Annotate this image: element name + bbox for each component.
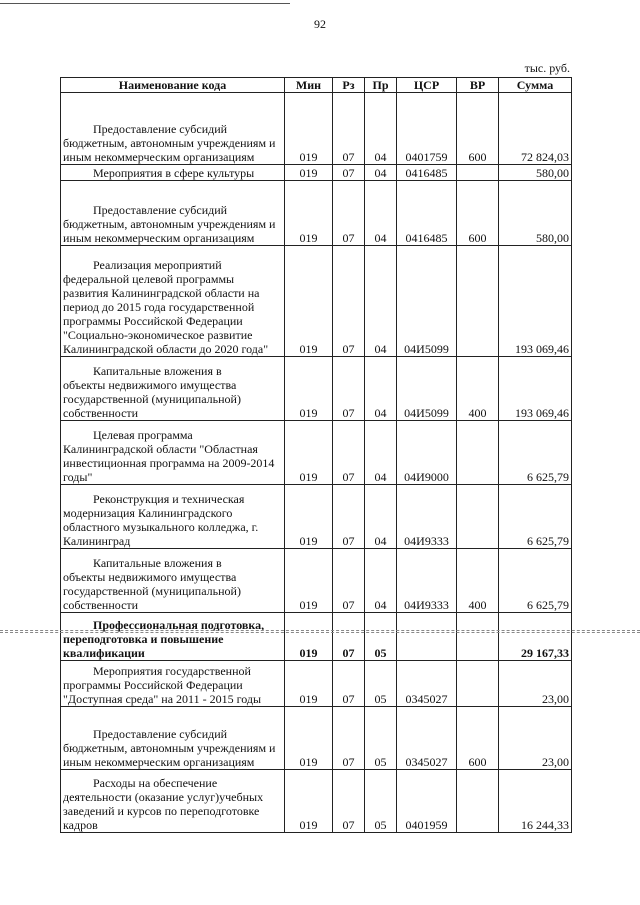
cell-vr [457,421,499,485]
cell-vr [457,613,499,661]
cell-min: 019 [285,357,333,421]
cell-csr: 04И5099 [397,246,457,357]
table-row [61,661,572,707]
cell-min: 019 [285,181,333,246]
cell-rz: 07 [333,770,365,833]
cell-name [61,165,285,181]
cell-sum: 193 069,46 [499,357,572,421]
cell-name-continuation: объекты недвижимого имущества государственной (муниципальной) собственности [63,570,241,612]
cell-sum: 23,00 [499,707,572,770]
cell-vr [457,246,499,357]
cell-csr: 0401759 [397,93,457,165]
table-row [61,770,572,833]
cell-pr: 05 [365,613,397,661]
cell-vr [457,165,499,181]
cell-name-continuation: переподготовка и повышение квалификации [63,632,224,660]
cell-name [61,549,285,613]
cell-csr: 0345027 [397,661,457,707]
cell-name-continuation: бюджетным, автономным учреждениям и иным некоммерческим организациям [63,136,276,164]
cell-pr: 04 [365,549,397,613]
header-rz: Рз [333,78,365,93]
table-row [61,707,572,770]
cell-sum: 6 625,79 [499,549,572,613]
page-number: 92 [314,17,326,31]
cell-name-continuation: Калининградской области "Областная инвестиционная программа на 2009-2014 годы" [63,442,275,484]
cell-sum: 29 167,33 [499,613,572,661]
table-header-row [61,78,572,93]
cell-name-first-line: Капитальные вложения в [93,364,222,378]
cell-vr: 600 [457,93,499,165]
header-pr: Пр [365,78,397,93]
cell-min: 019 [285,661,333,707]
cell-vr [457,661,499,707]
cell-min: 019 [285,485,333,549]
cell-rz: 07 [333,181,365,246]
header-sum: Сумма [499,78,572,93]
cell-vr: 400 [457,549,499,613]
cell-name-continuation: модернизация Калининградского областного музыкального колледжа, г. Калининград [63,506,259,548]
cell-min: 019 [285,421,333,485]
cell-rz: 07 [333,93,365,165]
cell-pr: 05 [365,707,397,770]
cell-sum: 580,00 [499,181,572,246]
cell-csr: 04И5099 [397,357,457,421]
cell-rz: 07 [333,165,365,181]
cell-pr: 04 [365,93,397,165]
cell-pr: 04 [365,181,397,246]
cell-pr: 04 [365,246,397,357]
cell-rz: 07 [333,549,365,613]
cell-name [61,181,285,246]
cell-name [61,613,285,661]
cell-min: 019 [285,770,333,833]
cell-name-continuation: программы Российской Федерации "Доступная среда" на 2011 - 2015 годы [63,678,262,706]
cell-vr [457,770,499,833]
cell-vr: 600 [457,707,499,770]
budget-table [60,77,572,833]
cell-sum: 6 625,79 [499,485,572,549]
table-row [61,357,572,421]
cell-sum: 193 069,46 [499,246,572,357]
cell-name-continuation: федеральной целевой программы развития Калининградской области на период до 2015 года государственной программы Российской Федерации "Социально-экономическое развитие Калининградской области до 2020 года" [63,272,269,356]
cell-min: 019 [285,549,333,613]
header-vr: ВР [457,78,499,93]
cell-name [61,246,285,357]
unit-label: тыс. руб. [524,61,570,75]
header-min: Мин [285,78,333,93]
cell-pr: 04 [365,357,397,421]
cell-name [61,707,285,770]
cell-csr: 0416485 [397,165,457,181]
table-row [61,165,572,181]
cell-min: 019 [285,613,333,661]
cell-name [61,661,285,707]
cell-rz: 07 [333,421,365,485]
cell-name [61,485,285,549]
cell-rz: 07 [333,707,365,770]
cell-name-continuation: бюджетным, автономным учреждениям и иным некоммерческим организациям [63,741,276,769]
cell-name-first-line: Реконструкция и техническая [93,492,245,506]
table-row [61,93,572,165]
cell-name-first-line: Предоставление субсидий [93,203,228,217]
cell-sum: 16 244,33 [499,770,572,833]
cell-rz: 07 [333,357,365,421]
cell-name-continuation: деятельности (оказание услуг)учебных заведений и курсов по переподготовке кадров [63,790,264,832]
cell-csr [397,613,457,661]
cell-name-first-line: Мероприятия государственной [93,664,251,678]
cell-rz: 07 [333,661,365,707]
cell-name-first-line: Реализация мероприятий [93,258,222,272]
cell-name-first-line: Капитальные вложения в [93,556,222,570]
cell-pr: 04 [365,485,397,549]
cell-name [61,421,285,485]
cell-vr: 600 [457,181,499,246]
table-row [61,485,572,549]
cell-csr: 04И9333 [397,485,457,549]
cell-sum: 6 625,79 [499,421,572,485]
table-row [61,613,572,661]
cell-name [61,93,285,165]
top-rule [0,3,290,4]
cell-vr [457,485,499,549]
cell-name-continuation: бюджетным, автономным учреждениям и иным некоммерческим организациям [63,217,276,245]
cell-min: 019 [285,93,333,165]
cell-name [61,357,285,421]
cell-rz: 07 [333,485,365,549]
cell-pr: 04 [365,421,397,485]
cell-csr: 0345027 [397,707,457,770]
cell-rz: 07 [333,246,365,357]
cell-pr: 04 [365,165,397,181]
cell-sum: 23,00 [499,661,572,707]
cell-name-first-line: Предоставление субсидий [93,727,228,741]
cell-csr: 0401959 [397,770,457,833]
cell-vr: 400 [457,357,499,421]
separator-line-1 [0,630,640,631]
cell-csr: 04И9333 [397,549,457,613]
cell-sum: 72 824,03 [499,93,572,165]
cell-min: 019 [285,165,333,181]
cell-name-first-line: Целевая программа [93,428,193,442]
cell-name-first-line: Профессиональная подготовка, [93,618,265,632]
table-row [61,549,572,613]
cell-name-first-line: Предоставление субсидий [93,122,228,136]
cell-pr: 05 [365,661,397,707]
cell-name-first-line: Мероприятия в сфере культуры [93,166,255,180]
cell-name-continuation: объекты недвижимого имущества государственной (муниципальной) собственности [63,378,241,420]
separator-line-2 [0,632,640,633]
cell-min: 019 [285,246,333,357]
cell-min: 019 [285,707,333,770]
cell-csr: 0416485 [397,181,457,246]
cell-pr: 05 [365,770,397,833]
table-row [61,181,572,246]
header-name: Наименование кода [61,78,285,93]
table-row [61,246,572,357]
cell-csr: 04И9000 [397,421,457,485]
cell-sum: 580,00 [499,165,572,181]
cell-name-first-line: Расходы на обеспечение [93,776,218,790]
header-csr: ЦСР [397,78,457,93]
cell-name [61,770,285,833]
table-row [61,421,572,485]
cell-rz: 07 [333,613,365,661]
